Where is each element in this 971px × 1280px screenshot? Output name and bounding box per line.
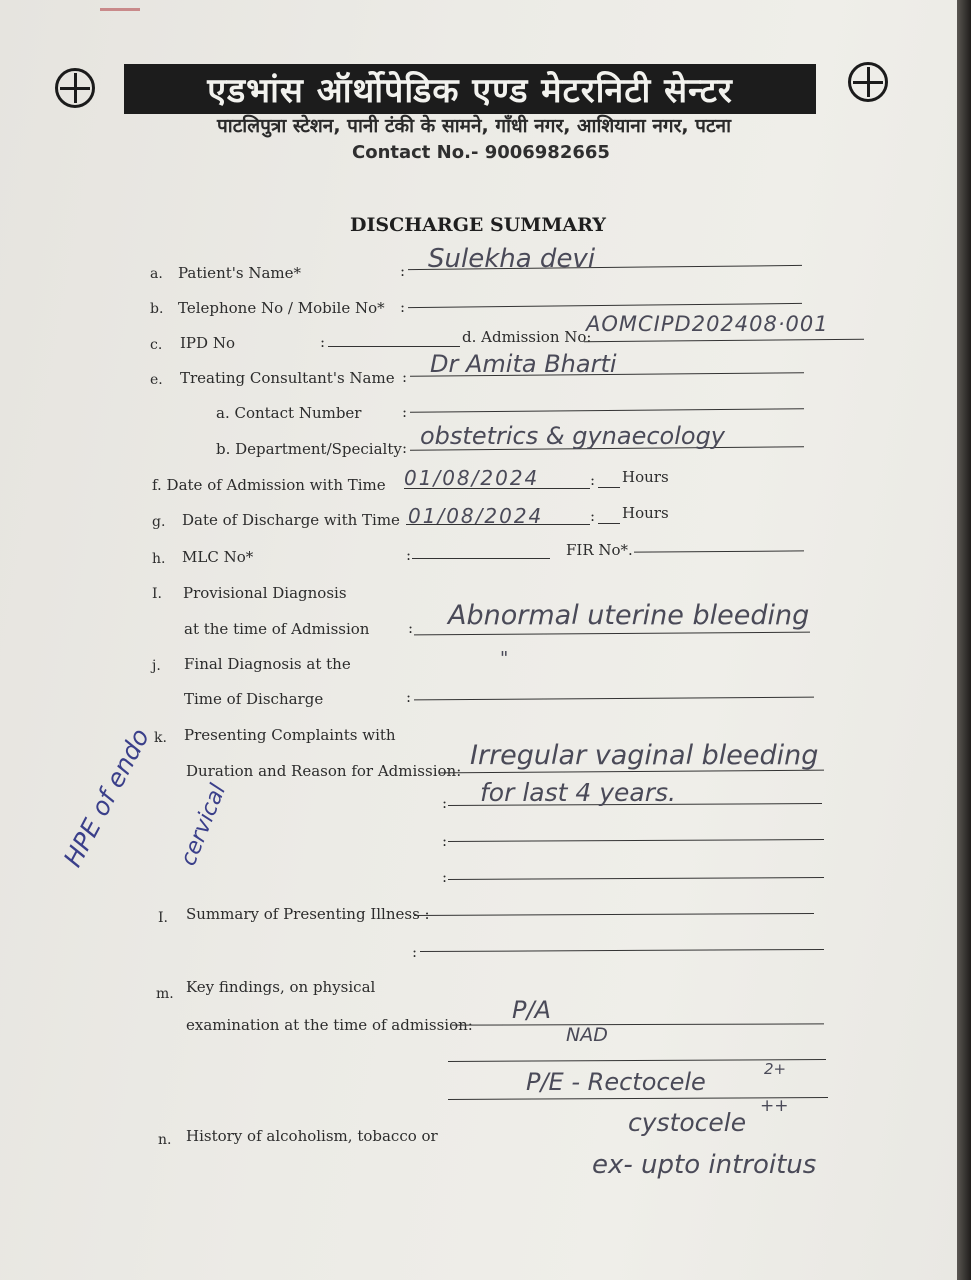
field-letter: e. [150, 372, 163, 388]
crosshair-right-icon [848, 62, 888, 102]
fir-line [634, 550, 804, 552]
form-title: DISCHARGE SUMMARY [350, 214, 606, 236]
margin-note-hpe: HPE of endo [58, 723, 155, 872]
key-findings-label-2: examination at the time of admission: [186, 1016, 473, 1034]
complaints-line-3 [448, 839, 824, 842]
prolapse-extent-value: ex- upto introitus [592, 1150, 817, 1180]
field-letter: k. [154, 730, 167, 746]
field-letter: a. [150, 266, 163, 282]
field-letter: b. [150, 301, 164, 317]
contact-number-line [410, 408, 804, 412]
colon: : [408, 619, 414, 637]
pa-value: P/A [512, 996, 551, 1024]
final-diagnosis-label: Final Diagnosis at the [184, 655, 351, 673]
colon: : [402, 439, 408, 457]
colon: : [400, 298, 406, 316]
illness-summary-line-2 [420, 949, 824, 952]
hospital-name-banner: एडभांस ऑर्थोपेडिक एण्ड मेटरनिटी सेन्टर [124, 64, 816, 114]
admission-date-line [404, 488, 590, 489]
field-letter: g. [152, 514, 166, 530]
ipd-label: IPD No [180, 334, 235, 352]
mlc-label: MLC No* [182, 548, 254, 566]
pe-value: P/E - Rectocele [526, 1068, 706, 1096]
contact-number-label: a. Contact Number [216, 404, 362, 422]
final-diagnosis-label-2: Time of Discharge [184, 690, 324, 708]
colon: : [402, 403, 408, 421]
final-diagnosis-line [414, 697, 814, 701]
colon: : [442, 832, 448, 850]
colon: : [590, 507, 596, 525]
admission-hours-label: Hours [622, 468, 669, 486]
field-letter: j. [152, 658, 161, 674]
discharge-hours-label: Hours [622, 504, 669, 522]
admission-no-line [584, 339, 864, 342]
complaints-label-2: Duration and Reason for Admission: [186, 762, 462, 780]
mlc-line [412, 558, 550, 559]
field-letter: I. [158, 910, 168, 926]
discharge-time-line [598, 523, 620, 524]
discharge-date-label: Date of Discharge with Time [182, 511, 400, 529]
ipd-line [328, 346, 460, 347]
key-findings-line-1 [452, 1023, 824, 1025]
colon: : [406, 688, 412, 706]
nad-value: NAD [566, 1024, 608, 1046]
colon: : [590, 471, 596, 489]
colon: : [402, 368, 408, 386]
consultant-value: Dr Amita Bharti [430, 350, 617, 378]
admission-time-line [598, 487, 620, 488]
complaints-value-1: Irregular vaginal bleeding [470, 740, 819, 771]
cystocele-value: cystocele [628, 1108, 747, 1137]
colon: : [406, 546, 412, 564]
cystocele-superscript: ++ [760, 1096, 789, 1116]
admission-date-label: f. Date of Admission with Time [152, 476, 386, 494]
telephone-line [408, 303, 802, 308]
admission-no-label: d. Admission No: [462, 328, 592, 346]
consultant-label: Treating Consultant's Name [180, 369, 395, 387]
colon: : [320, 333, 326, 351]
illness-summary-line-1 [414, 913, 814, 916]
pe-superscript: 2+ [764, 1060, 787, 1078]
hospital-address: पाटलिपुत्रा स्टेशन, पानी टंकी के सामने, गाँधी नगर, आशियाना नगर, पटना [216, 115, 732, 137]
department-value: obstetrics & gynaecology [420, 422, 726, 450]
page-edge-shadow [957, 0, 971, 1280]
provisional-diagnosis-line [414, 632, 810, 636]
colon: : [442, 794, 448, 812]
complaints-label: Presenting Complaints with [184, 726, 396, 744]
colon: : [442, 868, 448, 886]
key-findings-label: Key findings, on physical [186, 978, 376, 996]
complaints-value-2: for last 4 years. [480, 778, 676, 807]
department-label: b. Department/Specialty [216, 440, 402, 458]
provisional-diagnosis-label: Provisional Diagnosis [183, 584, 347, 602]
admission-date-value: 01/08/2024 [404, 466, 540, 490]
red-pen-mark [100, 8, 140, 11]
patient-name-label: Patient's Name* [178, 264, 302, 282]
admission-no-value: AOMCIPD202408·001 [586, 312, 829, 336]
crosshair-left-icon [55, 68, 95, 108]
discharge-date-value: 01/08/2024 [408, 504, 544, 528]
provisional-diagnosis-value: Abnormal uterine bleeding [448, 600, 810, 631]
history-label: History of alcoholism, tobacco or [186, 1127, 438, 1145]
telephone-label: Telephone No / Mobile No* [178, 299, 385, 317]
final-diagnosis-ditto: " [500, 648, 509, 669]
provisional-diagnosis-label-2: at the time of Admission [184, 620, 370, 638]
field-letter: h. [152, 551, 166, 567]
field-letter: c. [150, 337, 163, 353]
field-letter: m. [156, 986, 174, 1002]
patient-name-value: Sulekha devi [428, 244, 596, 274]
illness-summary-label: Summary of Presenting Illness : [186, 905, 430, 923]
discharge-date-line [406, 524, 590, 525]
field-letter: n. [158, 1132, 172, 1148]
colon: : [400, 262, 406, 280]
field-letter: I. [152, 586, 162, 602]
contact-number: Contact No.- 9006982665 [352, 142, 610, 163]
colon: : [412, 943, 418, 961]
margin-note-cervical: cervical [176, 780, 232, 870]
fir-label: FIR No*. [566, 541, 633, 559]
complaints-line-4 [448, 877, 824, 880]
